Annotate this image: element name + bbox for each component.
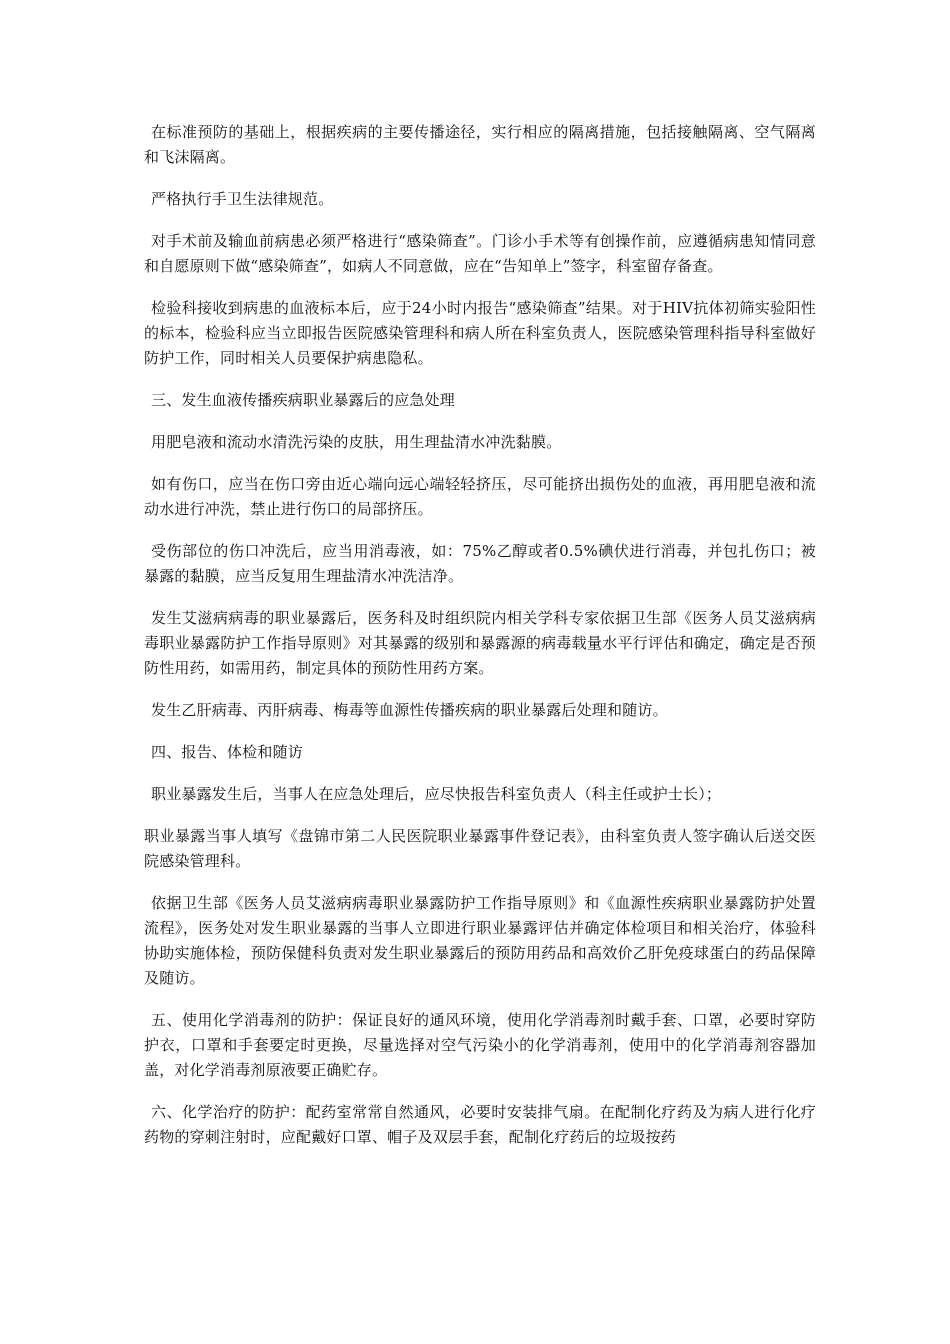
- body-paragraph: 对手术前及输血前病患必须严格进行“感染筛查”。门诊小手术等有创操作前，应遵循病患知情同意和自愿原则下做“感染筛查”，如病人不同意做，应在“告知单上”签字，科室留存备查。: [144, 232, 816, 275]
- body-paragraph: 五、使用化学消毒剂的防护：保证良好的通风环境，使用化学消毒剂时戴手套、口罩，必要时穿防护衣，口罩和手套要定时更换，尽量选择对空气污染小的化学消毒剂，使用中的化学消毒剂容器加盖，对化学消毒剂原液要正确贮存。: [144, 1011, 816, 1079]
- body-paragraph: 依据卫生部《医务人员艾滋病病毒职业暴露防护工作指导原则》和《血源性疾病职业暴露防护处置流程》，医务处对发生职业暴露的当事人立即进行职业暴露评估并确定体检项目和相关治疗，体验科协助实施体检，预防保健科负责对发生职业暴露后的预防用药品和高效价乙肝免疫球蛋白的药品保障及随访。: [144, 894, 816, 987]
- body-paragraph: 严格执行手卫生法律规范。: [151, 190, 334, 208]
- body-paragraph: 检验科接收到病患的血液标本后，应于24小时内报告“感染筛查”结果。对于HIV抗体初筛实验阳性的标本，检验科应当立即报告医院感染管理科和病人所在科室负责人，医院感染管理科指导科室做好防护工作，同时相关人员要保护病患隐私。: [144, 299, 816, 367]
- body-paragraph: 受伤部位的伤口冲洗后，应当用消毒液，如：75%乙醇或者0.5%碘伏进行消毒，并包扎伤口；被暴露的黏膜，应当反复用生理盐清水冲洗洁净。: [144, 542, 816, 585]
- body-paragraph: 职业暴露当事人填写《盘锦市第二人民医院职业暴露事件登记表》，由科室负责人签字确认后送交医院感染管理科。: [144, 827, 816, 870]
- section-heading: 四、报告、体检和随访: [151, 743, 304, 761]
- body-paragraph: 如有伤口，应当在伤口旁由近心端向远心端轻轻挤压，尽可能挤出损伤处的血液，再用肥皂液和流动水进行冲洗，禁止进行伤口的局部挤压。: [144, 475, 816, 518]
- document-body: [144, 120, 816, 1167]
- section-heading: 三、发生血液传播疾病职业暴露后的应急处理: [151, 391, 456, 409]
- body-paragraph: 职业暴露发生后，当事人在应急处理后，应尽快报告科室负责人（科主任或护士长）；: [151, 785, 722, 803]
- body-paragraph: 六、化学治疗的防护：配药室常常自然通风，必要时安装排气扇。在配制化疗药及为病人进行化疗药物的穿刺注射时，应配戴好口罩、帽子及双层手套，配制化疗药后的垃圾按药: [144, 1103, 816, 1146]
- body-paragraph: 在标准预防的基础上，根据疾病的主要传播途径，实行相应的隔离措施，包括接触隔离、空气隔离和飞沫隔离。: [144, 123, 816, 166]
- body-paragraph: 发生乙肝病毒、丙肝病毒、梅毒等血源性传播疾病的职业暴露后处理和随访。: [151, 701, 668, 719]
- body-paragraph: 用肥皂液和流动水清洗污染的皮肤，用生理盐清水冲洗黏膜。: [151, 433, 562, 451]
- body-paragraph: 发生艾滋病病毒的职业暴露后，医务科及时组织院内相关学科专家依据卫生部《医务人员艾滋病病毒职业暴露防护工作指导原则》对其暴露的级别和暴露源的病毒载量水平行评估和确定，确定是否预防性用药，如需用药，制定具体的预防性用药方案。: [144, 609, 816, 677]
